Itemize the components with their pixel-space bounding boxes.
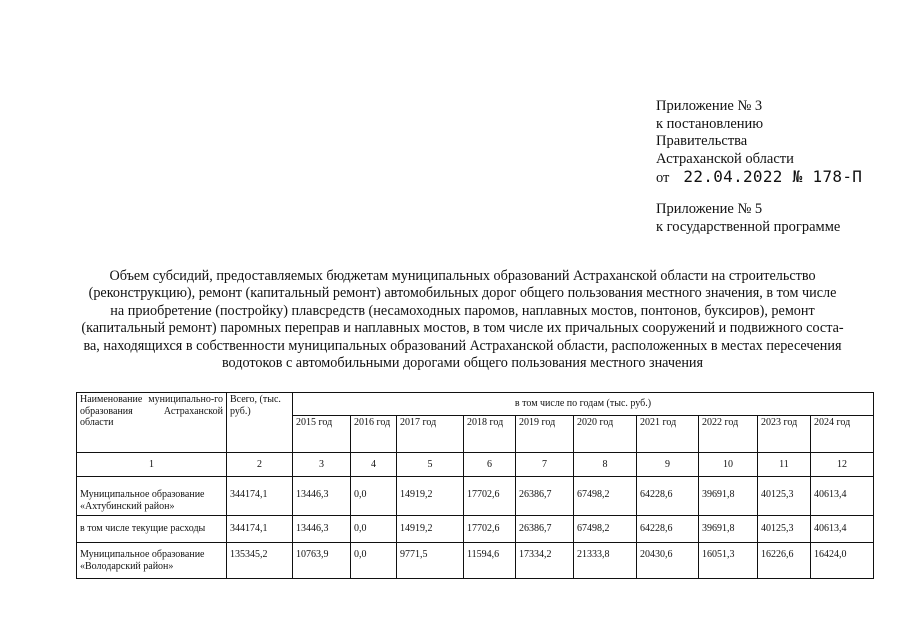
cell-value: 21333,8 [574, 543, 637, 579]
table-row [77, 516, 874, 543]
cell-value: 17702,6 [464, 477, 516, 516]
cell-value: 16424,0 [811, 543, 874, 579]
header-name-column: Наименование муниципально-го образования Астраханской области [77, 393, 227, 453]
cell-value: 26386,7 [516, 477, 574, 516]
cell-value: 67498,2 [574, 516, 637, 543]
cell-value: 13446,3 [293, 516, 351, 543]
cell-value: 14919,2 [397, 516, 464, 543]
appendix-to-resolution: к постановлению [656, 115, 764, 132]
cell-total: 135345,2 [227, 543, 293, 579]
cell-value: 39691,8 [699, 477, 758, 516]
cell-value: 10763,9 [293, 543, 351, 579]
column-number: 1 [77, 453, 227, 477]
appendix-government: Правительства [656, 133, 748, 149]
cell-value: 17702,6 [464, 516, 516, 543]
column-number: 3 [293, 453, 351, 477]
header-years-group: в том числе по годам (тыс. руб.) [293, 393, 874, 416]
date-prefix: от [656, 170, 670, 186]
program-appendix-to: к государственной программе [656, 218, 841, 235]
cell-value: 17334,2 [516, 543, 574, 579]
header-total-column: Всего, (тыс. руб.) [227, 393, 293, 453]
title-line: ва, находящихся в собственности муниципальных образований Астраханской области, расположенных в местах пересечения [83, 337, 842, 354]
title-line: водотоков с автомобильными дорогами общего пользования местного значения [221, 355, 704, 372]
program-appendix-number: Приложение № 5 [656, 201, 763, 217]
column-number: 2 [227, 453, 293, 477]
cell-value: 40613,4 [811, 477, 874, 516]
column-number: 7 [516, 453, 574, 477]
appendix-block-resolution [656, 98, 862, 188]
column-number: 9 [637, 453, 699, 477]
header-year: 2021 год [637, 416, 699, 453]
cell-value: 40125,3 [758, 516, 811, 543]
header-year: 2015 год [293, 416, 351, 453]
column-number: 8 [574, 453, 637, 477]
title-line: (капитальный ремонт) паромных переправ и наплавных мостов, в том числе их причальных сооружений и подвижного соста- [81, 320, 844, 337]
cell-total: 344174,1 [227, 516, 293, 543]
cell-value: 26386,7 [516, 516, 574, 543]
column-number: 10 [699, 453, 758, 477]
column-number: 4 [351, 453, 397, 477]
row-name: в том числе текущие расходы [77, 516, 227, 543]
column-number: 11 [758, 453, 811, 477]
header-year: 2016 год [351, 416, 397, 453]
title-line: Объем субсидий, предоставляемых бюджетам муниципальных образований Астраханской области на строительство [109, 268, 816, 284]
row-name: Муниципальное образование «Ахтубинский район» [77, 477, 227, 516]
column-number: 6 [464, 453, 516, 477]
cell-value: 13446,3 [293, 477, 351, 516]
subsidy-table [76, 392, 874, 579]
title-line: на приобретение (постройку) плавсредств (несамоходных паромов, наплавных мостов, понтонов, буксиров), ремонт [110, 302, 815, 319]
cell-value: 64228,6 [637, 477, 699, 516]
header-year: 2017 год [397, 416, 464, 453]
header-year: 2023 год [758, 416, 811, 453]
appendix-region: Астраханской области [656, 150, 794, 167]
appendix-number: Приложение № 3 [656, 98, 763, 114]
cell-value: 64228,6 [637, 516, 699, 543]
cell-value: 0,0 [351, 516, 397, 543]
cell-value: 40125,3 [758, 477, 811, 516]
header-year: 2024 год [811, 416, 874, 453]
date-value: 22.04.2022 № 178-П [683, 167, 863, 186]
cell-value: 11594,6 [464, 543, 516, 579]
document-title [50, 268, 875, 372]
appendix-block-program [656, 201, 840, 236]
cell-value: 16226,6 [758, 543, 811, 579]
header-year: 2022 год [699, 416, 758, 453]
header-year: 2020 год [574, 416, 637, 453]
cell-value: 20430,6 [637, 543, 699, 579]
title-line: (реконструкцию), ремонт (капитальный ремонт) автомобильных дорог общего пользования местного значения, в том числе [88, 285, 837, 302]
cell-value: 16051,3 [699, 543, 758, 579]
cell-value: 39691,8 [699, 516, 758, 543]
table-row [77, 477, 874, 516]
header-year: 2019 год [516, 416, 574, 453]
cell-total: 344174,1 [227, 477, 293, 516]
column-number: 5 [397, 453, 464, 477]
cell-value: 40613,4 [811, 516, 874, 543]
table-row [77, 543, 874, 579]
cell-value: 67498,2 [574, 477, 637, 516]
appendix-date-line [656, 168, 862, 188]
row-name: Муниципальное образование «Володарский район» [77, 543, 227, 579]
cell-value: 14919,2 [397, 477, 464, 516]
cell-value: 0,0 [351, 477, 397, 516]
column-number: 12 [811, 453, 874, 477]
cell-value: 0,0 [351, 543, 397, 579]
cell-value: 9771,5 [397, 543, 464, 579]
header-year: 2018 год [464, 416, 516, 453]
